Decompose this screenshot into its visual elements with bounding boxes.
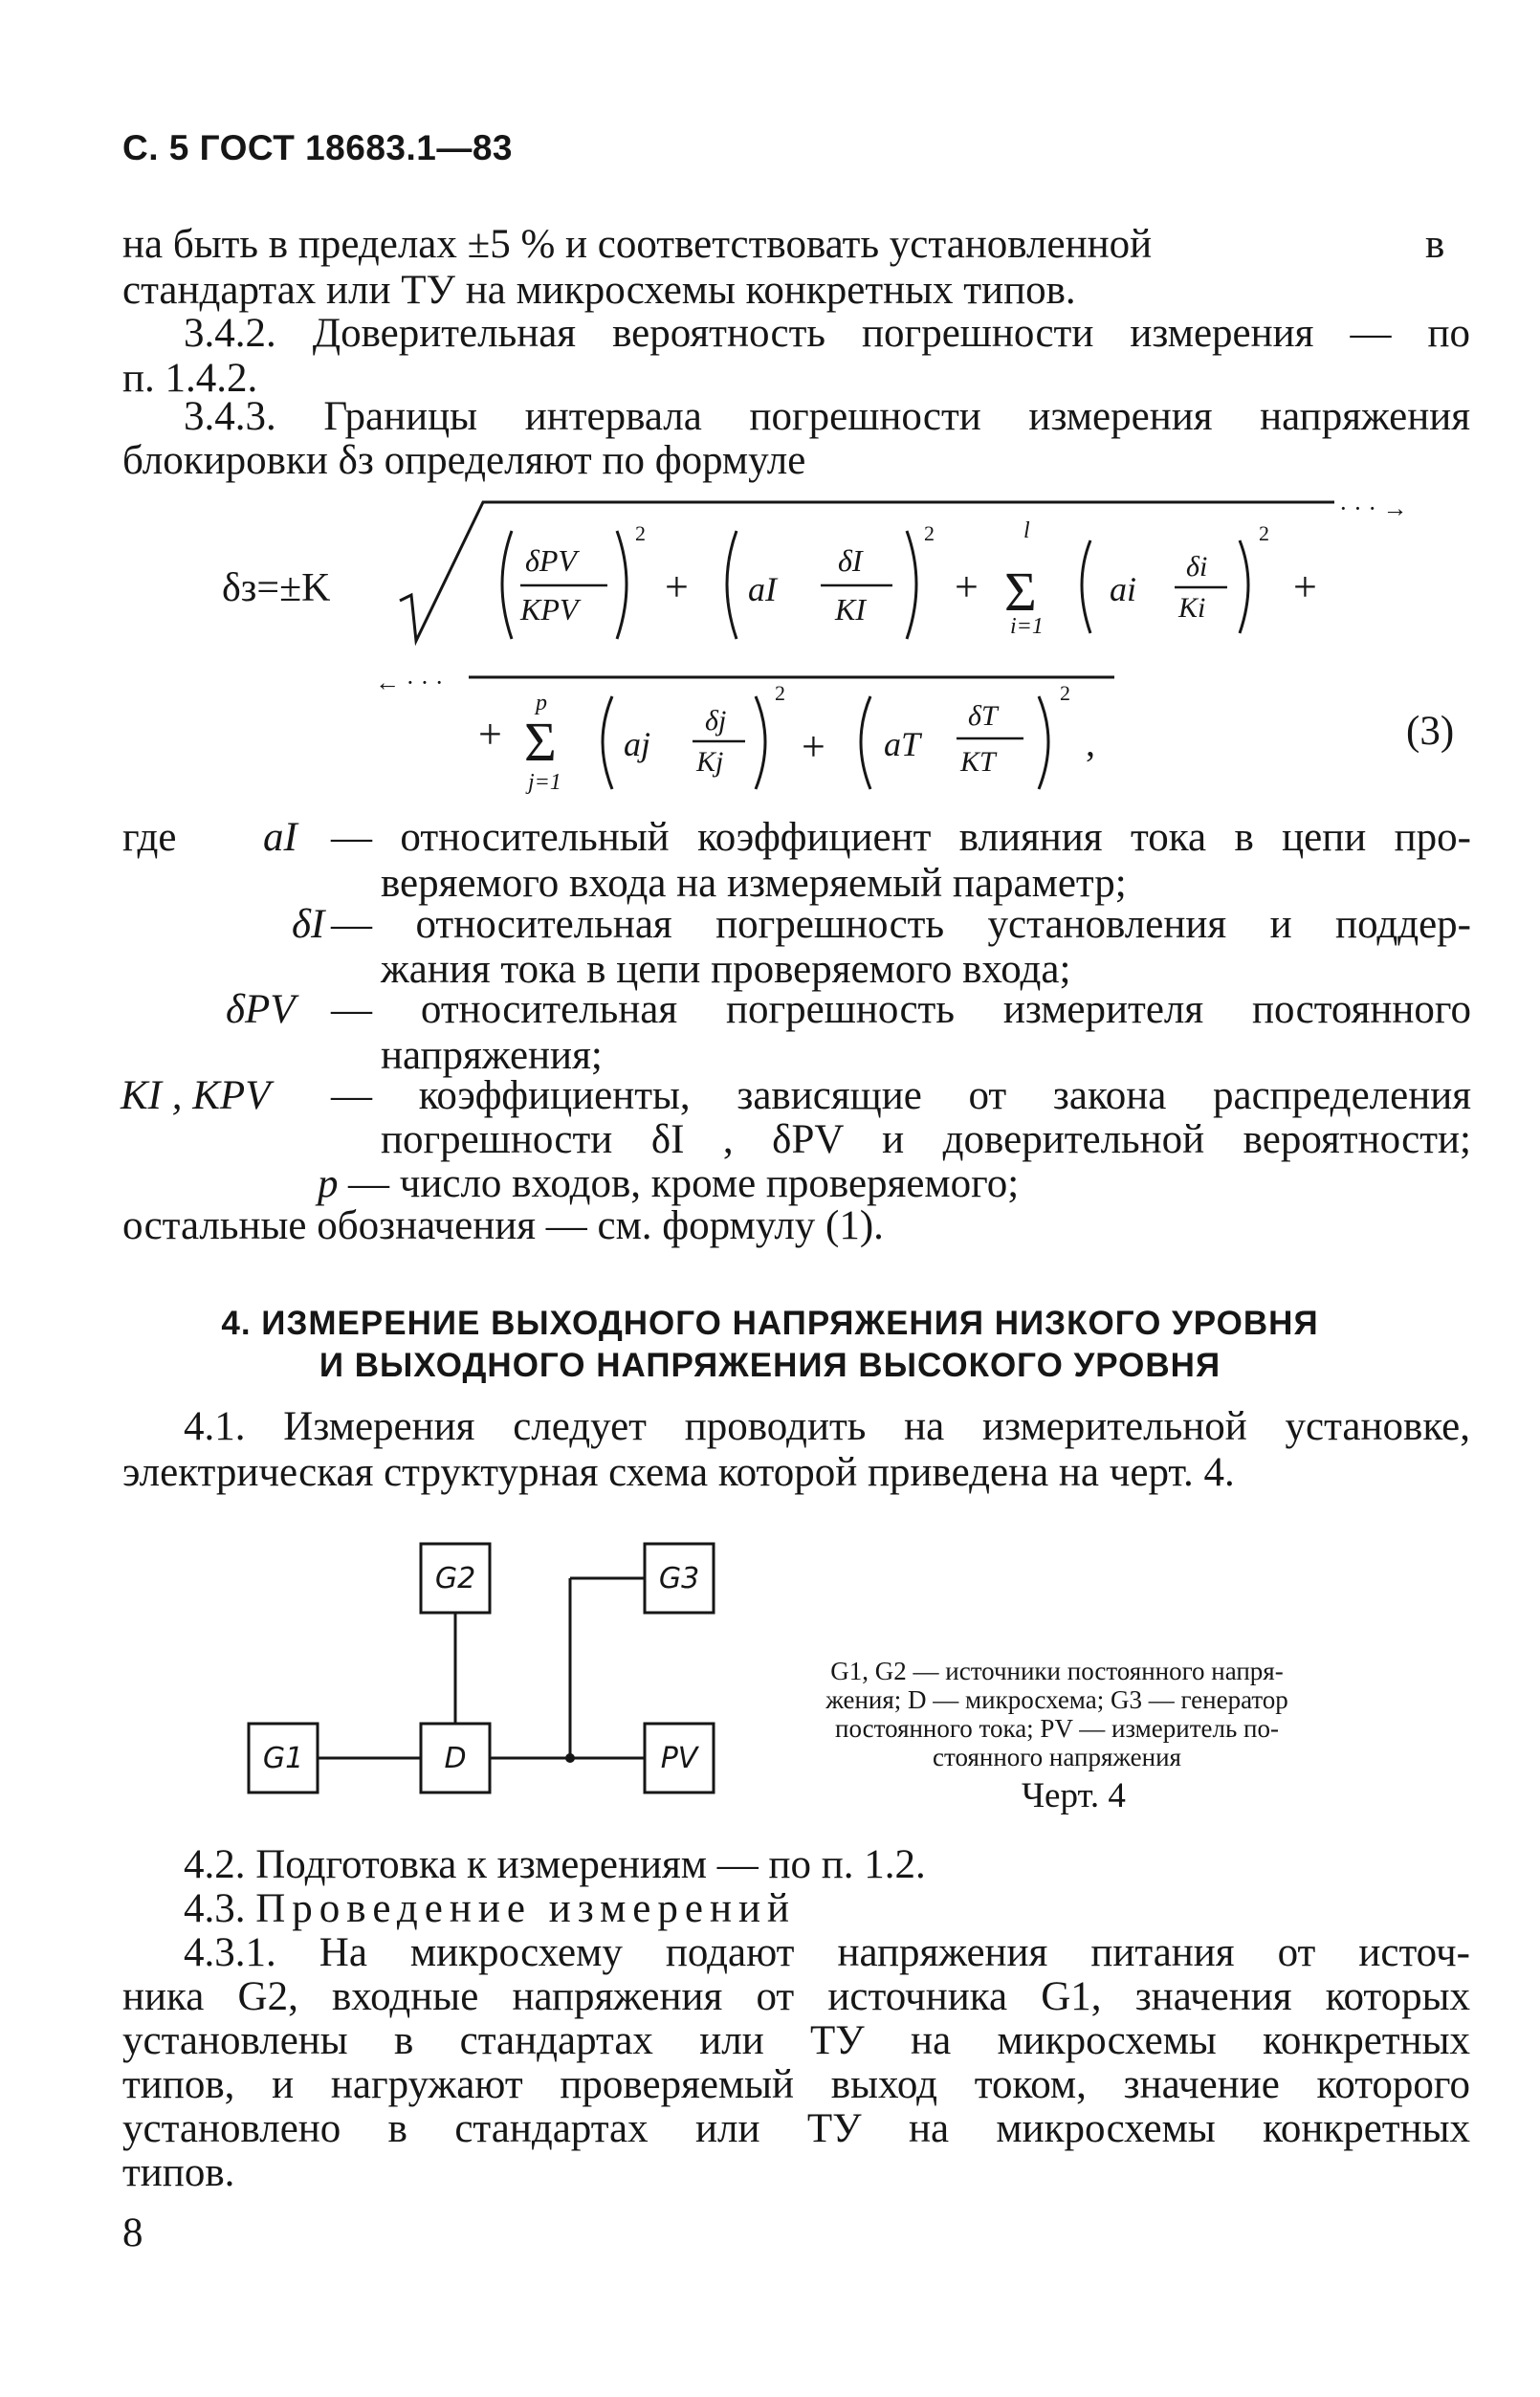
- numerator: δj: [705, 705, 727, 737]
- section-heading: 4. ИЗМЕРЕНИЕ ВЫХОДНОГО НАПРЯЖЕНИЯ НИЗКОГО УРОВНЯ: [221, 1305, 1319, 1342]
- paren-close: [756, 696, 765, 789]
- text-line: установлены в стандартах или ТУ на микросхемы конкретных: [122, 2018, 1470, 2063]
- pv-label: PV: [660, 1742, 698, 1775]
- continuation-dots: · · · →: [1339, 495, 1408, 522]
- d-label: D: [444, 1742, 467, 1775]
- exponent: 2: [924, 521, 935, 545]
- legend-text: — коэффициенты, зависящие от закона распределения: [331, 1073, 1471, 1118]
- paren-open: [727, 531, 737, 639]
- circuit-diagram: [230, 1521, 765, 1817]
- denominator: Ki: [1178, 592, 1206, 624]
- legend-text: напряжения;: [381, 1033, 603, 1078]
- page-number: 8: [122, 2210, 143, 2255]
- caption-line: стоянного напряжения: [933, 1743, 1181, 1771]
- sum-upper-limit: p: [536, 691, 547, 715]
- sum-lower-limit: j=1: [528, 770, 561, 795]
- legend-text: — число входов, кроме проверяемого;: [348, 1161, 1020, 1206]
- paragraph-number: 4.3.: [184, 1886, 246, 1931]
- formula-3: [0, 483, 1540, 813]
- legend-text: жания тока в цепи проверяемого входа;: [381, 947, 1071, 992]
- text-span: на быть в пределах ±5 % и соответствовать установленной: [122, 222, 1153, 267]
- paren-open: [1082, 540, 1090, 633]
- page-header: С. 5 ГОСТ 18683.1—83: [122, 128, 513, 167]
- paragraph-3-4-2: 3.4.2. Доверительная вероятность погрешности измерения — по: [184, 311, 1470, 356]
- diagram-caption: [746, 1657, 1368, 1771]
- coefficient: aj: [624, 725, 651, 763]
- paragraph-4-3: [184, 1886, 796, 1932]
- legend-text: остальные обозначения — см. формулу (1).: [122, 1203, 884, 1248]
- paragraph-3-4-3: 3.4.3. Границы интервала погрешности измерения напряжения: [184, 394, 1470, 439]
- text-line: в: [1425, 222, 1445, 267]
- plus-sign: +: [802, 723, 825, 770]
- legend-text: — относительная погрешность измерителя постоянного: [331, 987, 1471, 1032]
- paren-close: [617, 531, 627, 639]
- g3-label: G3: [658, 1562, 700, 1595]
- sum-sign: Σ: [524, 711, 557, 773]
- g2-label: G2: [434, 1562, 476, 1595]
- text-line: [122, 222, 1152, 268]
- paren-close: [1039, 696, 1048, 789]
- denominator: KPV: [520, 592, 579, 627]
- text-line: п. 1.4.2.: [122, 356, 258, 401]
- paren-close: [907, 531, 916, 639]
- caption-line: постоянного тока; PV — измеритель по-: [835, 1714, 1279, 1743]
- comma: ,: [1086, 721, 1095, 764]
- text-line: ника G2, входные напряжения от источника G1, значения которых: [122, 1974, 1470, 2019]
- text-line: блокировки δз определяют по формуле: [122, 438, 806, 483]
- paren-open: [603, 696, 612, 789]
- section-heading: И ВЫХОДНОГО НАПРЯЖЕНИЯ ВЫСОКОГО УРОВНЯ: [319, 1347, 1221, 1384]
- figure-label: Черт. 4: [1022, 1776, 1126, 1815]
- numerator: δi: [1186, 551, 1208, 583]
- formula-lhs: δз=±K: [222, 566, 331, 610]
- plus-sign: +: [478, 711, 502, 758]
- continuation-arrow: ← · · ·: [375, 669, 444, 696]
- plus-sign: +: [1293, 563, 1317, 610]
- legend-symbol: p: [318, 1161, 339, 1206]
- paragraph-4-3-1: 4.3.1. На микросхему подают напряжения питания от источ-: [184, 1930, 1470, 1975]
- legend-where: где: [122, 815, 177, 860]
- g1-label: G1: [262, 1742, 304, 1775]
- paren-open: [502, 531, 512, 639]
- sum-upper-limit: l: [1023, 518, 1030, 543]
- legend-symbol: KI , KPV: [121, 1073, 271, 1118]
- numerator: δI: [838, 543, 863, 578]
- junction-dot: [565, 1753, 575, 1763]
- text-line: электрическая структурная схема которой приведена на черт. 4.: [122, 1450, 1235, 1495]
- legend-text: веряемого входа на измеряемый параметр;: [381, 861, 1127, 906]
- legend-text: — относительная погрешность установления и поддер-: [331, 902, 1471, 947]
- paragraph-4-1: 4.1. Измерения следует проводить на измерительной установке,: [184, 1404, 1470, 1449]
- text-line: стандартах или ТУ на микросхемы конкретных типов.: [122, 268, 1076, 313]
- text-line: типов, и нагружают проверяемый выход током, значение которого: [122, 2062, 1470, 2107]
- exponent: 2: [1060, 681, 1070, 705]
- legend-text: погрешности δI , δPV и доверительной вероятности;: [381, 1117, 1471, 1162]
- paren-open: [861, 696, 870, 789]
- legend-text: — относительный коэффициент влияния тока в цепи про-: [331, 815, 1471, 860]
- legend-symbol: δPV: [226, 987, 296, 1032]
- exponent: 2: [775, 681, 785, 705]
- denominator: Kj: [696, 746, 724, 778]
- text-line: установлено в стандартах или ТУ на микросхемы конкретных: [122, 2106, 1470, 2151]
- denominator: KT: [960, 746, 996, 778]
- numerator: δPV: [525, 543, 577, 578]
- coefficient: ai: [1110, 570, 1137, 608]
- sum-lower-limit: i=1: [1010, 614, 1044, 639]
- coefficient: aT: [884, 725, 921, 763]
- coefficient: aI: [748, 570, 777, 608]
- denominator: KI: [835, 592, 866, 627]
- paragraph-title: Проведение измерений: [255, 1886, 797, 1931]
- text-line: типов.: [122, 2150, 235, 2195]
- equation-number: (3): [1406, 709, 1455, 754]
- caption-line: G1, G2 — источники постоянного напря-: [830, 1657, 1284, 1685]
- exponent: 2: [635, 521, 646, 545]
- paren-close: [1240, 540, 1248, 633]
- legend-symbol: aI: [263, 815, 297, 860]
- plus-sign: +: [955, 563, 979, 610]
- numerator: δT: [968, 700, 998, 732]
- caption-line: жения; D — микросхема; G3 — генератор: [825, 1685, 1288, 1714]
- paragraph-4-2: 4.2. Подготовка к измерениям — по п. 1.2.: [184, 1842, 926, 1887]
- plus-sign: +: [665, 563, 689, 610]
- exponent: 2: [1259, 521, 1269, 545]
- sum-sign: Σ: [1004, 561, 1037, 623]
- legend-symbol: δI: [292, 902, 325, 947]
